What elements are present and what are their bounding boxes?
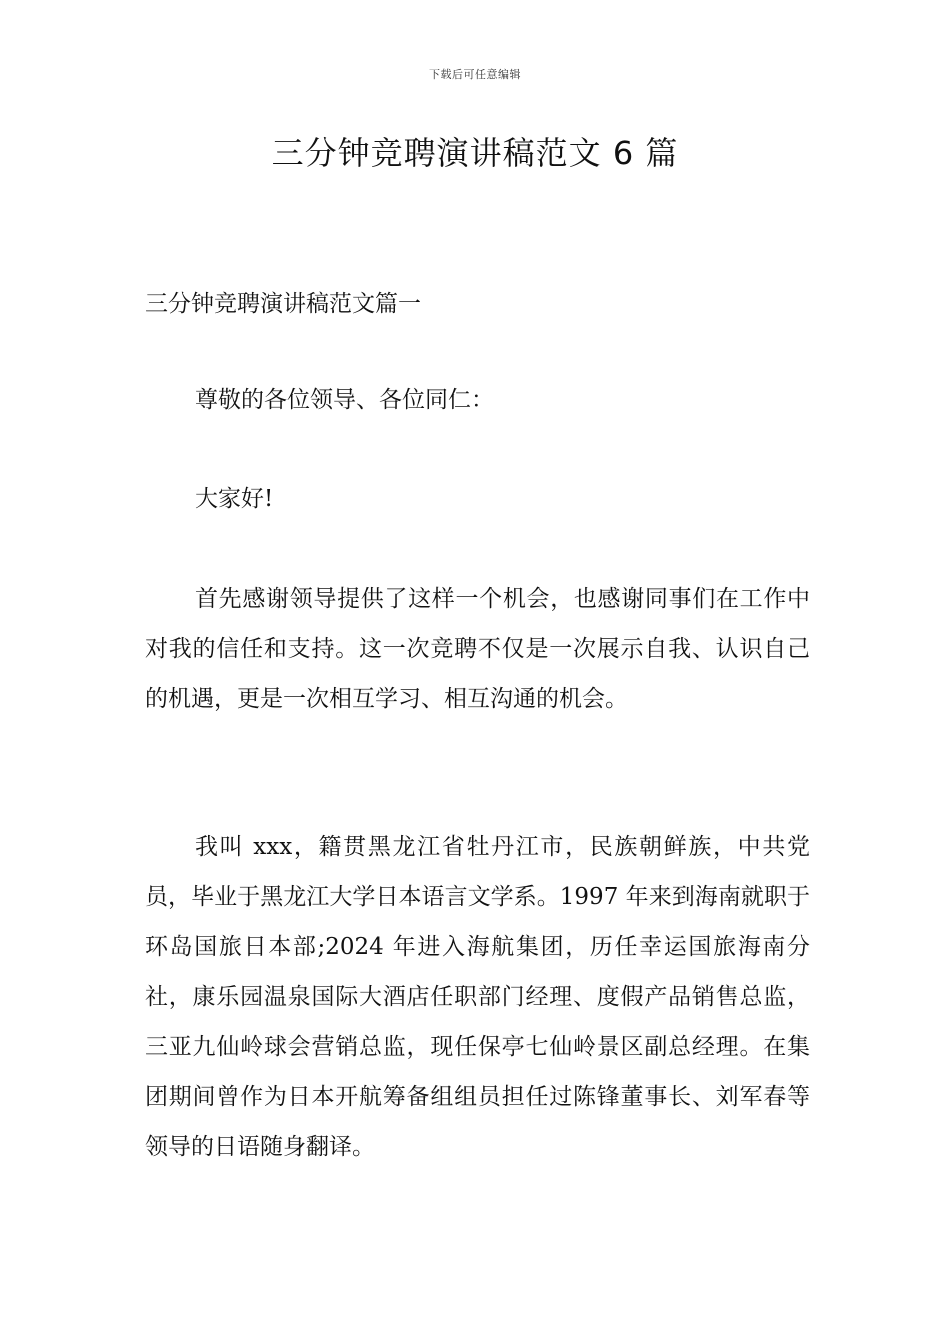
section-heading: 三分钟竞聘演讲稿范文篇一 bbox=[145, 291, 421, 317]
paragraph-hello: 大家好! bbox=[195, 486, 274, 512]
paragraph-intro: 首先感谢领导提供了这样一个机会，也感谢同事们在工作中对我的信任和支持。这一次竞聘不仅是一次展示自我、认识自己的机遇，更是一次相互学习、相互沟通的机会。 bbox=[145, 586, 810, 712]
paragraph-greeting: 尊敬的各位领导、各位同仁： bbox=[195, 387, 494, 413]
document-title: 三分钟竞聘演讲稿范文 6 篇 bbox=[271, 134, 679, 172]
header-note: 下载后可任意编辑 bbox=[429, 68, 521, 81]
paragraph-bio: 我叫 xxx，籍贯黑龙江省牡丹江市，民族朝鲜族，中共党员，毕业于黑龙江大学日本语言文学系。1997 年来到海南就职于环岛国旅日本部;2024 年进入海航集团，历任幸运国旅海南分社，康乐园温泉国际大酒店任职部门经理、度假产品销售总监，三亚九仙岭球会营销总监，现任保亭七仙岭景区副总经理。在集团期间曾作为日本开航筹备组组员担任过陈锋董事长、刘军春等领导的日语随身翻译。 bbox=[145, 834, 810, 1160]
